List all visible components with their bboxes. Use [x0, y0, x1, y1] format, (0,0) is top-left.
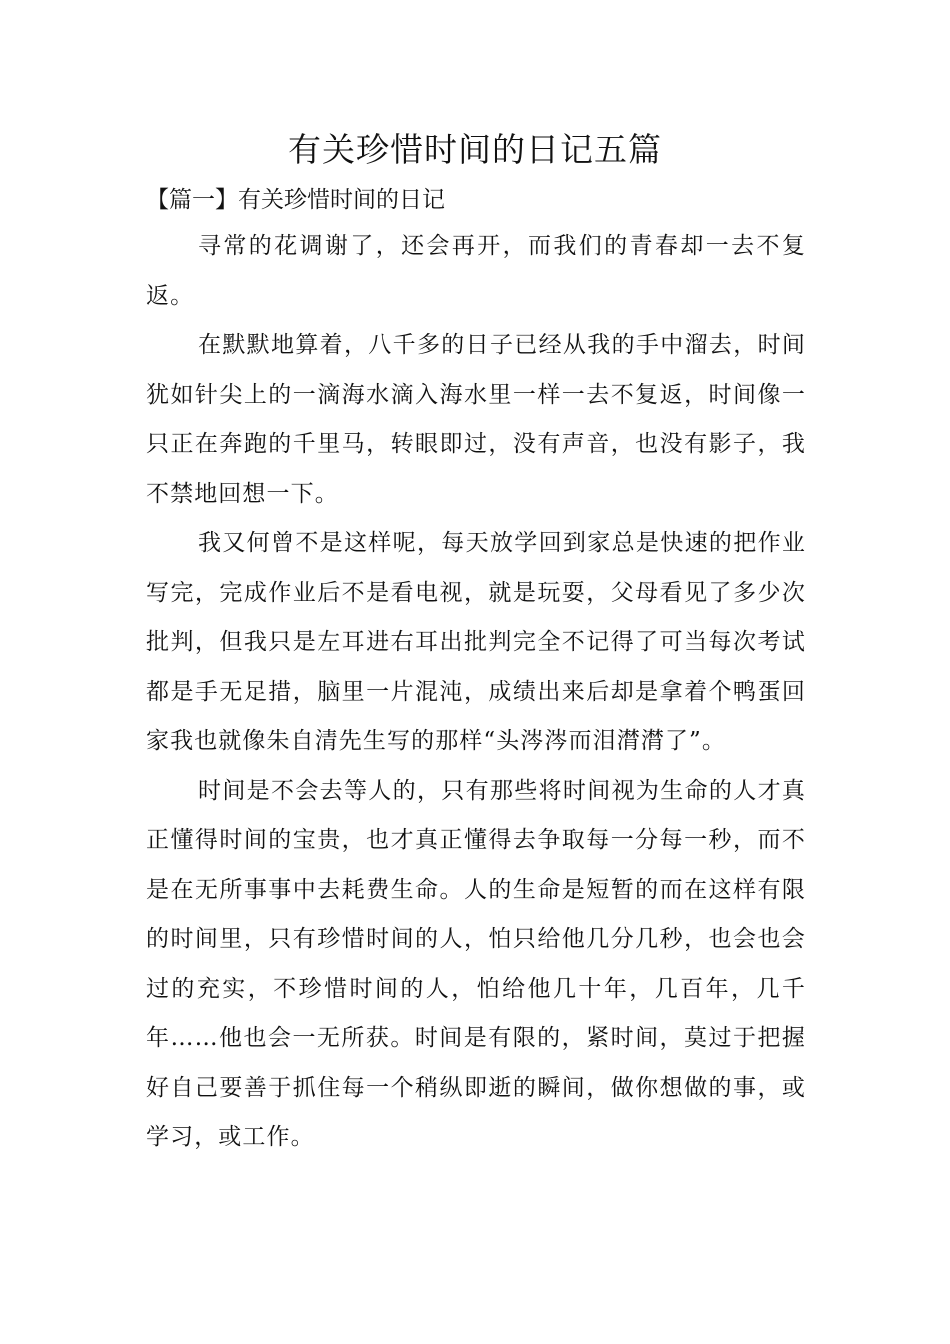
paragraph-3: 我又何曾不是这样呢，每天放学回到家总是快速的把作业写完，完成作业后不是看电视，就是玩耍，父母看见了多少次批判，但我只是左耳进右耳出批判完全不记得了可当每次考试都是手无足措，脑里一片混沌，成绩出来后却是拿着个鸭蛋回家我也就像朱自清先生写的那样“头涔涔而泪潸潸了”。 [146, 530, 806, 754]
section-heading: 【篇一】有关珍惜时间的日记 [146, 187, 445, 213]
paragraph-2: 在默默地算着，八千多的日子已经从我的手中溜去，时间犹如针尖上的一滴海水滴入海水里一样一去不复返，时间像一只正在奔跑的千里马，转眼即过，没有声音，也没有影子，我不禁地回想一下。 [146, 332, 806, 507]
document-body [146, 178, 806, 1163]
document-title: 有关珍惜时间的日记五篇 [288, 130, 662, 169]
paragraph-1: 寻常的花调谢了，还会再开，而我们的青春却一去不复返。 [146, 233, 806, 309]
paragraph-4: 时间是不会去等人的，只有那些将时间视为生命的人才真正懂得时间的宝贵，也才真正懂得去争取每一分每一秒，而不是在无所事事中去耗费生命。人的生命是短暂的而在这样有限的时间里，只有珍惜时间的人，怕只给他几分几秒，也会也会过的充实，不珍惜时间的人，怕给他几十年，几百年，几千年……他也会一无所获。时间是有限的，紧时间，莫过于把握好自己要善于抓住每一个稍纵即逝的瞬间，做你想做的事，或学习，或工作。 [146, 777, 806, 1150]
